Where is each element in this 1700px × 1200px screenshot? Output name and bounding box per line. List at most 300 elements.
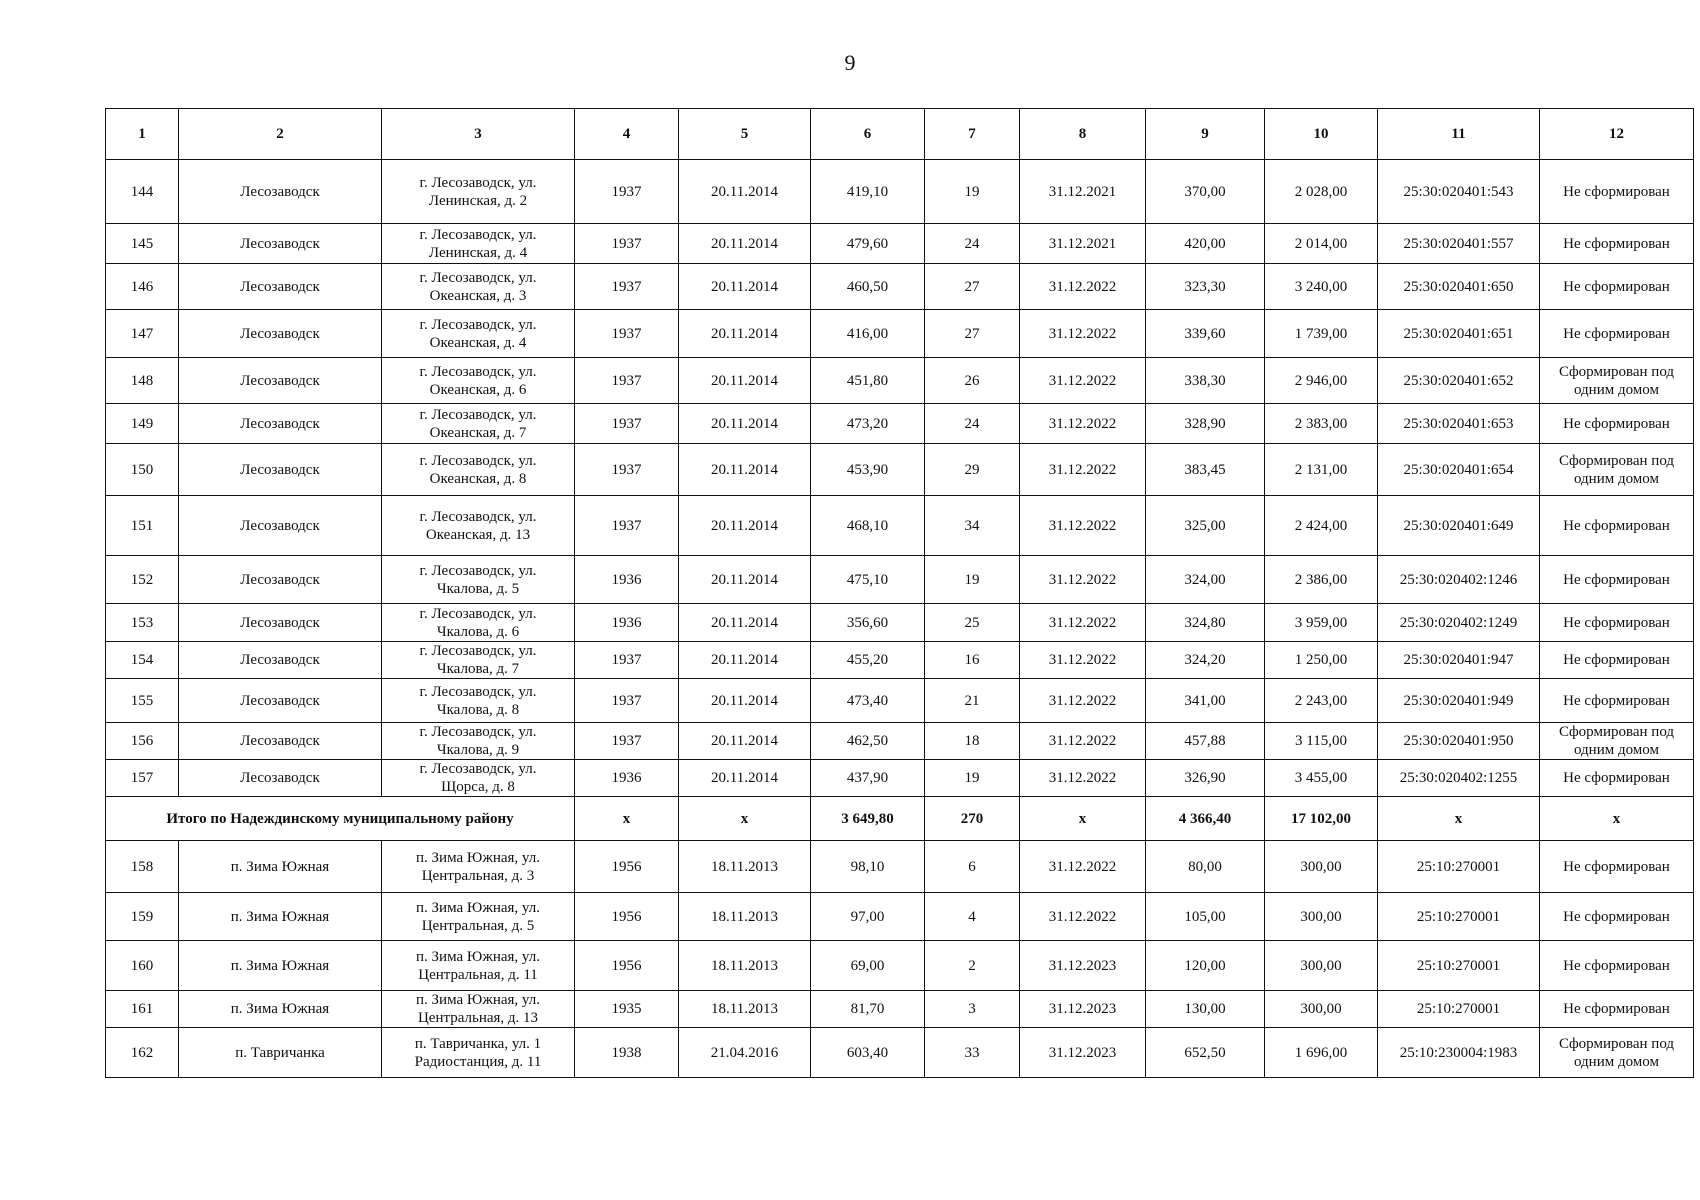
address-line: Радиостанция, д. 11 [414, 1053, 542, 1070]
date-cell: 20.11.2014 [679, 224, 811, 264]
address-cell [382, 444, 575, 496]
status-line: Не сформирован [1563, 858, 1670, 875]
status-cell [1540, 358, 1694, 404]
address-line: г. Лесозаводск, ул. [419, 683, 537, 700]
address-line: Щорса, д. 8 [441, 779, 515, 795]
area-cell: 460,50 [811, 264, 925, 310]
land-area-cell: 1 739,00 [1265, 310, 1378, 358]
deadline-cell: 31.12.2023 [1020, 991, 1146, 1028]
address-line: г. Лесозаводск, ул. [419, 508, 537, 525]
date-cell: 20.11.2014 [679, 404, 811, 444]
date-cell: 18.11.2013 [679, 941, 811, 991]
year-cell: 1935 [575, 991, 679, 1028]
row-number-cell: 158 [106, 841, 179, 893]
residents-cell: 24 [925, 224, 1020, 264]
status-line: Не сформирован [1563, 652, 1670, 668]
address-line: Центральная, д. 5 [421, 917, 535, 934]
cadastral-number-cell: 25:30:020401:543 [1378, 160, 1540, 224]
table-row [106, 723, 1694, 760]
year-cell: 1936 [575, 760, 679, 797]
row-number-cell: 157 [106, 760, 179, 797]
table-row [106, 991, 1694, 1028]
status-line: Сформирован под [1558, 724, 1675, 740]
table-row [106, 444, 1694, 496]
address-line: п. Зима Южная, ул. [416, 849, 540, 866]
status-line: x [1612, 810, 1621, 827]
date-cell: 18.11.2013 [679, 991, 811, 1028]
deadline-cell: 31.12.2022 [1020, 893, 1146, 941]
year-cell: 1936 [575, 556, 679, 604]
address-line: Чкалова, д. 7 [436, 661, 520, 677]
residents-cell: 3 [925, 991, 1020, 1028]
status-line: Сформирован под [1558, 452, 1675, 469]
year-cell: 1937 [575, 444, 679, 496]
area-cell: 462,50 [811, 723, 925, 760]
table-row [106, 760, 1694, 797]
row-number-cell: 151 [106, 496, 179, 556]
area-cell: 69,00 [811, 941, 925, 991]
total-row [106, 797, 1694, 841]
residents-cell: 21 [925, 679, 1020, 723]
residents-cell: 19 [925, 160, 1020, 224]
address-line: п. Зима Южная, ул. [416, 948, 540, 965]
cadastral-number-cell: 25:10:270001 [1378, 941, 1540, 991]
address-line: п. Зима Южная, ул. [416, 899, 540, 916]
address-cell [382, 160, 575, 224]
area-cell: 603,40 [811, 1028, 925, 1078]
date-cell: 20.11.2014 [679, 556, 811, 604]
address-cell [382, 358, 575, 404]
residents-cell: 27 [925, 310, 1020, 358]
date-cell: 18.11.2013 [679, 893, 811, 941]
status-line: Не сформирован [1563, 325, 1670, 342]
address-line: г. Лесозаводск, ул. [419, 174, 537, 191]
locality-cell: п. Тавричанка [179, 1028, 382, 1078]
address-line: г. Лесозаводск, ул. [419, 643, 537, 659]
land-area-cell: 2 424,00 [1265, 496, 1378, 556]
address-line: п. Зима Южная, ул. [416, 992, 540, 1008]
address-cell [382, 991, 575, 1028]
cadastral-number-cell: 25:30:020402:1246 [1378, 556, 1540, 604]
area2-cell: 338,30 [1146, 358, 1265, 404]
year-cell: 1956 [575, 941, 679, 991]
residents-cell: 33 [925, 1028, 1020, 1078]
land-area-cell: 17 102,00 [1265, 797, 1378, 841]
address-line: г. Лесозаводск, ул. [419, 562, 537, 579]
locality-cell: Лесозаводск [179, 679, 382, 723]
address-line: г. Лесозаводск, ул. [419, 406, 537, 423]
status-line: Не сформирован [1563, 770, 1670, 786]
area2-cell: 120,00 [1146, 941, 1265, 991]
status-cell [1540, 604, 1694, 642]
date-cell: 20.11.2014 [679, 679, 811, 723]
cadastral-number-cell: 25:30:020401:950 [1378, 723, 1540, 760]
table-row [106, 264, 1694, 310]
address-line: Центральная, д. 13 [417, 1010, 539, 1026]
deadline-cell: 31.12.2022 [1020, 310, 1146, 358]
area2-cell: 341,00 [1146, 679, 1265, 723]
status-cell [1540, 841, 1694, 893]
status-cell [1540, 404, 1694, 444]
deadline-cell: 31.12.2022 [1020, 679, 1146, 723]
table-row [106, 941, 1694, 991]
area2-cell: 370,00 [1146, 160, 1265, 224]
status-cell [1540, 224, 1694, 264]
deadline-cell: 31.12.2022 [1020, 264, 1146, 310]
land-area-cell: 3 115,00 [1265, 723, 1378, 760]
status-line: Не сформирован [1563, 278, 1670, 295]
address-line: Чкалова, д. 9 [436, 742, 520, 758]
area2-cell: 457,88 [1146, 723, 1265, 760]
residents-cell: 18 [925, 723, 1020, 760]
column-header: 9 [1146, 109, 1265, 160]
deadline-cell: 31.12.2022 [1020, 841, 1146, 893]
deadline-cell: 31.12.2023 [1020, 941, 1146, 991]
status-line: Не сформирован [1563, 614, 1670, 631]
area-cell: 479,60 [811, 224, 925, 264]
table-row [106, 224, 1694, 264]
table-row [106, 556, 1694, 604]
residents-cell: 19 [925, 556, 1020, 604]
table-row [106, 310, 1694, 358]
row-number-cell: 150 [106, 444, 179, 496]
address-line: Ленинская, д. 4 [428, 244, 528, 261]
status-cell [1540, 991, 1694, 1028]
address-line: г. Лесозаводск, ул. [419, 316, 537, 333]
residents-cell: 24 [925, 404, 1020, 444]
cadastral-number-cell: x [1378, 797, 1540, 841]
address-line: г. Лесозаводск, ул. [419, 761, 537, 777]
status-line: Не сформирован [1563, 908, 1670, 925]
status-line: Не сформирован [1563, 415, 1670, 432]
table-row [106, 679, 1694, 723]
deadline-cell: 31.12.2022 [1020, 404, 1146, 444]
year-cell: 1936 [575, 604, 679, 642]
deadline-cell: 31.12.2022 [1020, 496, 1146, 556]
land-area-cell: 300,00 [1265, 893, 1378, 941]
locality-cell: Лесозаводск [179, 760, 382, 797]
locality-cell: Лесозаводск [179, 264, 382, 310]
year-cell: 1937 [575, 160, 679, 224]
page-number: 9 [844, 50, 856, 75]
cadastral-number-cell: 25:30:020401:650 [1378, 264, 1540, 310]
land-area-cell: 2 243,00 [1265, 679, 1378, 723]
row-number-cell: 161 [106, 991, 179, 1028]
column-header: 6 [811, 109, 925, 160]
status-cell [1540, 760, 1694, 797]
area2-cell: 652,50 [1146, 1028, 1265, 1078]
row-number-cell: 155 [106, 679, 179, 723]
address-line: Чкалова, д. 5 [436, 580, 520, 597]
year-cell: 1937 [575, 358, 679, 404]
address-cell [382, 604, 575, 642]
land-area-cell: 1 250,00 [1265, 642, 1378, 679]
column-header: 2 [179, 109, 382, 160]
year-cell: 1937 [575, 224, 679, 264]
land-area-cell: 300,00 [1265, 991, 1378, 1028]
date-cell: 20.11.2014 [679, 760, 811, 797]
area2-cell: 105,00 [1146, 893, 1265, 941]
date-cell: 18.11.2013 [679, 841, 811, 893]
row-number-cell: 148 [106, 358, 179, 404]
status-cell [1540, 1028, 1694, 1078]
residents-cell: 270 [925, 797, 1020, 841]
row-number-cell: 144 [106, 160, 179, 224]
deadline-cell: 31.12.2022 [1020, 723, 1146, 760]
cadastral-number-cell: 25:30:020401:649 [1378, 496, 1540, 556]
table-row [106, 604, 1694, 642]
locality-cell: Лесозаводск [179, 224, 382, 264]
address-cell [382, 723, 575, 760]
address-line: г. Лесозаводск, ул. [419, 363, 537, 380]
address-line: г. Лесозаводск, ул. [419, 226, 537, 243]
land-area-cell: 3 455,00 [1265, 760, 1378, 797]
status-cell [1540, 496, 1694, 556]
table-row [106, 160, 1694, 224]
year-cell: x [575, 797, 679, 841]
area-cell: 416,00 [811, 310, 925, 358]
address-line: г. Лесозаводск, ул. [419, 605, 537, 622]
year-cell: 1937 [575, 496, 679, 556]
status-line: Не сформирован [1563, 1001, 1670, 1017]
date-cell: 20.11.2014 [679, 160, 811, 224]
status-line: одним домом [1573, 1053, 1660, 1070]
cadastral-number-cell: 25:10:230004:1983 [1378, 1028, 1540, 1078]
column-header: 1 [106, 109, 179, 160]
area-cell: 419,10 [811, 160, 925, 224]
address-line: п. Тавричанка, ул. 1 [414, 1035, 542, 1052]
status-cell [1540, 723, 1694, 760]
year-cell: 1937 [575, 310, 679, 358]
locality-cell: Лесозаводск [179, 642, 382, 679]
cadastral-number-cell: 25:30:020401:947 [1378, 642, 1540, 679]
address-cell [382, 404, 575, 444]
date-cell: x [679, 797, 811, 841]
date-cell: 20.11.2014 [679, 496, 811, 556]
area2-cell: 130,00 [1146, 991, 1265, 1028]
row-number-cell: 159 [106, 893, 179, 941]
column-header: 3 [382, 109, 575, 160]
row-number-cell: 162 [106, 1028, 179, 1078]
year-cell: 1956 [575, 841, 679, 893]
row-number-cell: 154 [106, 642, 179, 679]
area2-cell: 324,20 [1146, 642, 1265, 679]
residents-cell: 25 [925, 604, 1020, 642]
address-line: Океанская, д. 8 [429, 470, 527, 487]
address-cell [382, 556, 575, 604]
deadline-cell: 31.12.2022 [1020, 556, 1146, 604]
status-cell [1540, 679, 1694, 723]
land-area-cell: 2 014,00 [1265, 224, 1378, 264]
address-cell [382, 841, 575, 893]
date-cell: 20.11.2014 [679, 358, 811, 404]
locality-cell: Лесозаводск [179, 496, 382, 556]
table-row [106, 841, 1694, 893]
residents-cell: 2 [925, 941, 1020, 991]
land-area-cell: 300,00 [1265, 941, 1378, 991]
residents-cell: 16 [925, 642, 1020, 679]
address-cell [382, 264, 575, 310]
status-line: Не сформирован [1563, 183, 1670, 200]
cadastral-number-cell: 25:30:020401:652 [1378, 358, 1540, 404]
area-cell: 451,80 [811, 358, 925, 404]
residents-cell: 6 [925, 841, 1020, 893]
cadastral-number-cell: 25:30:020401:651 [1378, 310, 1540, 358]
deadline-cell: 31.12.2023 [1020, 1028, 1146, 1078]
address-cell [382, 893, 575, 941]
residents-cell: 29 [925, 444, 1020, 496]
address-line: Центральная, д. 3 [421, 867, 535, 884]
cadastral-number-cell: 25:10:270001 [1378, 893, 1540, 941]
date-cell: 20.11.2014 [679, 642, 811, 679]
area2-cell: 328,90 [1146, 404, 1265, 444]
total-label-cell: Итого по Надеждинскому муниципальному району [106, 797, 575, 841]
residents-cell: 27 [925, 264, 1020, 310]
locality-cell: Лесозаводск [179, 310, 382, 358]
year-cell: 1937 [575, 264, 679, 310]
date-cell: 21.04.2016 [679, 1028, 811, 1078]
land-area-cell: 2 946,00 [1265, 358, 1378, 404]
address-line: Ленинская, д. 2 [428, 192, 528, 209]
cadastral-number-cell: 25:30:020402:1255 [1378, 760, 1540, 797]
deadline-cell: 31.12.2022 [1020, 358, 1146, 404]
status-cell [1540, 160, 1694, 224]
status-line: Сформирован под [1558, 363, 1675, 380]
address-line: Океанская, д. 3 [429, 287, 527, 304]
address-cell [382, 1028, 575, 1078]
locality-cell: п. Зима Южная [179, 991, 382, 1028]
status-cell [1540, 264, 1694, 310]
column-header: 4 [575, 109, 679, 160]
status-cell [1540, 444, 1694, 496]
area-cell: 81,70 [811, 991, 925, 1028]
area-cell: 356,60 [811, 604, 925, 642]
date-cell: 20.11.2014 [679, 723, 811, 760]
area-cell: 98,10 [811, 841, 925, 893]
cadastral-number-cell: 25:30:020401:557 [1378, 224, 1540, 264]
year-cell: 1937 [575, 679, 679, 723]
address-cell [382, 760, 575, 797]
area-cell: 3 649,80 [811, 797, 925, 841]
column-header: 8 [1020, 109, 1146, 160]
year-cell: 1937 [575, 642, 679, 679]
address-cell [382, 642, 575, 679]
area2-cell: 420,00 [1146, 224, 1265, 264]
locality-cell: Лесозаводск [179, 723, 382, 760]
row-number-cell: 152 [106, 556, 179, 604]
column-header: 12 [1540, 109, 1694, 160]
status-cell [1540, 893, 1694, 941]
cadastral-number-cell: 25:30:020401:949 [1378, 679, 1540, 723]
land-area-cell: 2 131,00 [1265, 444, 1378, 496]
row-number-cell: 153 [106, 604, 179, 642]
address-line: Чкалова, д. 6 [436, 623, 520, 640]
row-number-cell: 156 [106, 723, 179, 760]
year-cell: 1956 [575, 893, 679, 941]
status-line: Не сформирован [1563, 235, 1670, 252]
locality-cell: п. Зима Южная [179, 893, 382, 941]
status-line: одним домом [1573, 381, 1660, 398]
locality-cell: п. Зима Южная [179, 841, 382, 893]
column-header: 11 [1378, 109, 1540, 160]
row-number-cell: 145 [106, 224, 179, 264]
land-area-cell: 2 386,00 [1265, 556, 1378, 604]
status-line: Не сформирован [1563, 692, 1670, 709]
address-line: Океанская, д. 13 [425, 526, 531, 543]
land-area-cell: 2 383,00 [1265, 404, 1378, 444]
deadline-cell: 31.12.2022 [1020, 760, 1146, 797]
address-line: г. Лесозаводск, ул. [419, 269, 537, 286]
deadline-cell: 31.12.2021 [1020, 224, 1146, 264]
deadline-cell: 31.12.2022 [1020, 444, 1146, 496]
status-line: Сформирован под [1558, 1035, 1675, 1052]
deadline-cell: x [1020, 797, 1146, 841]
status-line: Не сформирован [1563, 517, 1670, 534]
land-area-cell: 3 959,00 [1265, 604, 1378, 642]
area2-cell: 339,60 [1146, 310, 1265, 358]
address-cell [382, 224, 575, 264]
column-header: 5 [679, 109, 811, 160]
land-area-cell: 2 028,00 [1265, 160, 1378, 224]
table-row [106, 893, 1694, 941]
area2-cell: 324,80 [1146, 604, 1265, 642]
area-cell: 453,90 [811, 444, 925, 496]
area-cell: 475,10 [811, 556, 925, 604]
residents-cell: 26 [925, 358, 1020, 404]
table-row [106, 1028, 1694, 1078]
locality-cell: Лесозаводск [179, 604, 382, 642]
year-cell: 1937 [575, 404, 679, 444]
area2-cell: 324,00 [1146, 556, 1265, 604]
deadline-cell: 31.12.2021 [1020, 160, 1146, 224]
date-cell: 20.11.2014 [679, 604, 811, 642]
status-cell [1540, 642, 1694, 679]
date-cell: 20.11.2014 [679, 444, 811, 496]
land-area-cell: 1 696,00 [1265, 1028, 1378, 1078]
table-row [106, 404, 1694, 444]
status-line: Не сформирован [1563, 571, 1670, 588]
status-line: одним домом [1573, 742, 1660, 758]
cadastral-number-cell: 25:30:020401:653 [1378, 404, 1540, 444]
address-line: Центральная, д. 11 [418, 966, 538, 983]
deadline-cell: 31.12.2022 [1020, 642, 1146, 679]
table-row [106, 358, 1694, 404]
locality-cell: Лесозаводск [179, 160, 382, 224]
area-cell: 455,20 [811, 642, 925, 679]
table-row [106, 496, 1694, 556]
status-line: Не сформирован [1563, 957, 1670, 974]
address-cell [382, 941, 575, 991]
date-cell: 20.11.2014 [679, 264, 811, 310]
address-line: г. Лесозаводск, ул. [419, 452, 537, 469]
row-number-cell: 160 [106, 941, 179, 991]
address-cell [382, 679, 575, 723]
locality-cell: п. Зима Южная [179, 941, 382, 991]
land-area-cell: 300,00 [1265, 841, 1378, 893]
column-header: 10 [1265, 109, 1378, 160]
housing-registry-table [105, 108, 1694, 1078]
year-cell: 1938 [575, 1028, 679, 1078]
cadastral-number-cell: 25:30:020401:654 [1378, 444, 1540, 496]
land-area-cell: 3 240,00 [1265, 264, 1378, 310]
table-body [106, 160, 1694, 1078]
locality-cell: Лесозаводск [179, 556, 382, 604]
area2-cell: 80,00 [1146, 841, 1265, 893]
area2-cell: 383,45 [1146, 444, 1265, 496]
area2-cell: 325,00 [1146, 496, 1265, 556]
header-row [106, 109, 1694, 160]
year-cell: 1937 [575, 723, 679, 760]
